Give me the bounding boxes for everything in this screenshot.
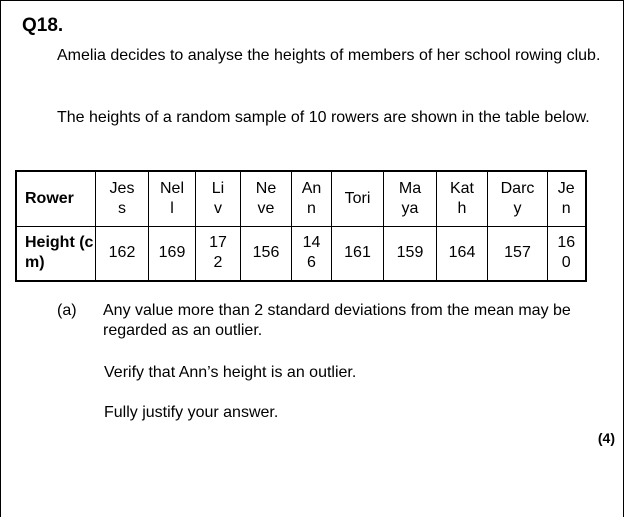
rower-row <box>16 171 586 226</box>
heights-table <box>15 170 587 282</box>
verify-instruction: Verify that Ann’s height is an outlier. <box>104 364 357 381</box>
height-cell: 161 <box>332 226 384 281</box>
marks-label: (4) <box>597 430 615 446</box>
rower-cell: Je n <box>548 171 586 226</box>
height-cell: 157 <box>488 226 548 281</box>
height-cell: 159 <box>384 226 437 281</box>
height-cell: 156 <box>241 226 292 281</box>
rower-cell: Kat h <box>437 171 488 226</box>
justify-instruction: Fully justify your answer. <box>104 404 279 421</box>
rower-cell: Tori <box>332 171 384 226</box>
rower-cell: Darc y <box>488 171 548 226</box>
rower-cell: Nel l <box>149 171 196 226</box>
intro-text: Amelia decides to analyse the heights of members of her school rowing club. <box>57 47 601 64</box>
rower-cell: Ne ve <box>241 171 292 226</box>
rower-cell: Jes s <box>96 171 149 226</box>
rower-cell: Ma ya <box>384 171 437 226</box>
height-cell: 164 <box>437 226 488 281</box>
height-cell: 169 <box>149 226 196 281</box>
height-cell: 17 2 <box>196 226 241 281</box>
height-cell: 16 0 <box>548 226 586 281</box>
rower-cell: An n <box>292 171 332 226</box>
rower-cell: Li v <box>196 171 241 226</box>
height-cell: 14 6 <box>292 226 332 281</box>
rower-header: Rower <box>16 171 96 226</box>
height-row <box>16 226 586 281</box>
part-a-text: Any value more than 2 standard deviations from the mean may be regarded as an outlier. <box>103 302 571 339</box>
question-number: Q18. <box>22 15 64 36</box>
sample-text: The heights of a random sample of 10 rowers are shown in the table below. <box>57 109 590 126</box>
height-header: Height (cm) <box>16 226 96 281</box>
height-cell: 162 <box>96 226 149 281</box>
part-a-label: (a) <box>57 302 77 319</box>
